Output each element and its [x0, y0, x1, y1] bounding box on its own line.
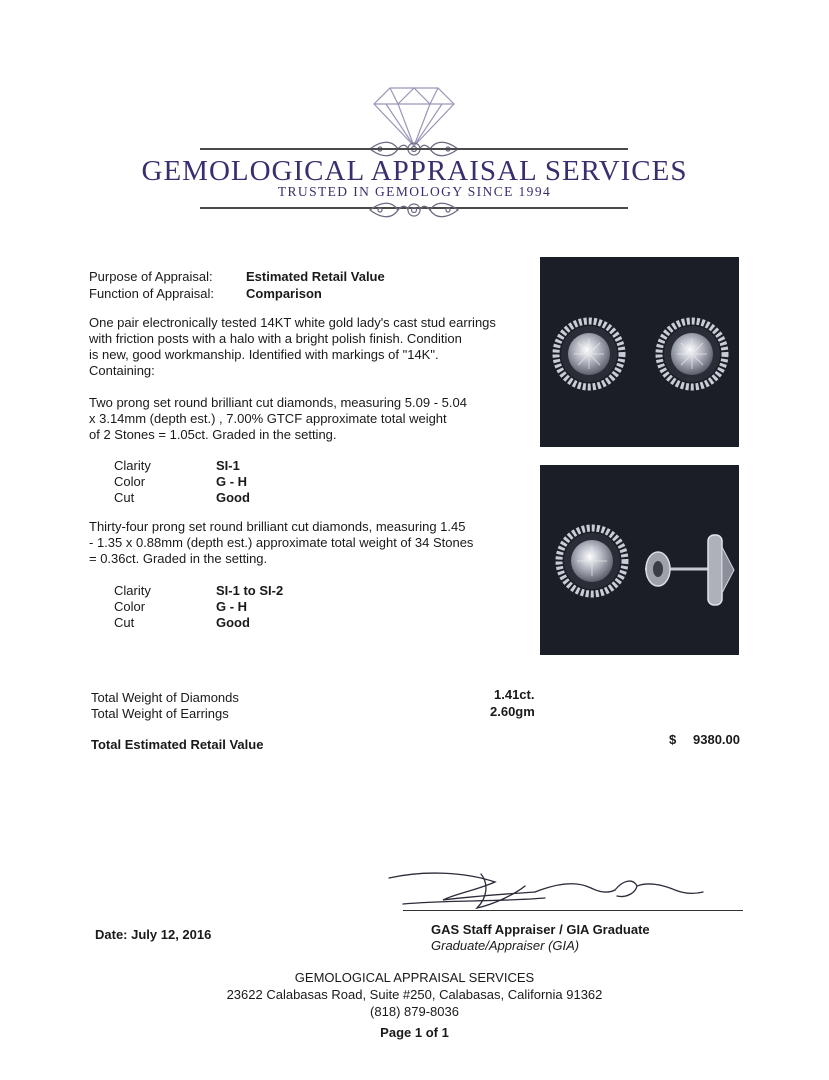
- earrings-pair-image: [540, 257, 739, 447]
- grade-value: G - H: [216, 599, 248, 614]
- appraiser-title: GAS Staff Appraiser / GIA Graduate: [431, 922, 650, 937]
- purpose-label: Purpose of Appraisal:: [89, 269, 213, 284]
- grade-row-clarity: [114, 583, 334, 599]
- appraiser-signature-icon: [385, 864, 745, 916]
- halo-stones-line: - 1.35 x 0.88mm (depth est.) approximate total weight of 34 Stones: [89, 535, 474, 550]
- appraiser-credentials: Graduate/Appraiser (GIA): [431, 938, 580, 953]
- halo-stones-grades: [114, 583, 334, 631]
- grade-label: Cut: [114, 490, 135, 505]
- total-earrings-value: 2.60gm: [490, 704, 535, 719]
- description-line: One pair electronically tested 14KT white gold lady's cast stud earrings: [89, 315, 496, 330]
- footer-phone: (818) 879-8036: [370, 1004, 459, 1019]
- function-label: Function of Appraisal:: [89, 286, 215, 301]
- grade-label: Clarity: [114, 458, 151, 473]
- currency-symbol: $: [669, 732, 677, 747]
- center-stones-grades: [114, 458, 314, 506]
- earrings-front-photo: [540, 257, 739, 447]
- earrings-side-photo: [540, 465, 739, 655]
- center-stones-line: x 3.14mm (depth est.) , 7.00% GTCF approximate total weight: [89, 411, 447, 426]
- earrings-side-image: [540, 465, 739, 655]
- total-earrings-label: Total Weight of Earrings: [91, 706, 229, 721]
- center-stones-line: Two prong set round brilliant cut diamonds, measuring 5.09 - 5.04: [89, 395, 467, 410]
- grade-row-clarity: [114, 458, 314, 474]
- description-line: Containing:: [89, 363, 155, 378]
- grade-value: G - H: [216, 474, 248, 489]
- center-stones-description: [89, 395, 529, 443]
- description-line: is new, good workmanship. Identified with markings of "14K".: [89, 347, 439, 362]
- grade-label: Clarity: [114, 583, 151, 598]
- total-diamonds-value: 1.41ct.: [494, 687, 535, 702]
- item-description: [89, 315, 529, 379]
- halo-stones-description: [89, 519, 529, 567]
- company-name: GEMOLOGICAL APPRAISAL SERVICES: [141, 155, 688, 187]
- total-retail-value: 9380.00: [693, 732, 740, 747]
- grade-row-color: [114, 599, 334, 615]
- grade-label: Color: [114, 474, 146, 489]
- grade-value: SI-1 to SI-2: [216, 583, 284, 598]
- grade-row-cut: [114, 490, 314, 506]
- flourish-bottom-icon: [368, 199, 460, 221]
- signature-line: [403, 910, 743, 911]
- grade-row-cut: [114, 615, 334, 631]
- total-retail-label: Total Estimated Retail Value: [91, 737, 264, 752]
- description-line: with friction posts with a halo with a bright polish finish. Condition: [89, 331, 462, 346]
- grade-value: Good: [216, 615, 250, 630]
- total-diamonds-label: Total Weight of Diamonds: [91, 690, 239, 705]
- company-tagline: TRUSTED IN GEMOLOGY SINCE 1994: [277, 184, 552, 199]
- purpose-value: Estimated Retail Value: [246, 269, 385, 284]
- grade-label: Color: [114, 599, 146, 614]
- halo-stones-line: Thirty-four prong set round brilliant cut diamonds, measuring 1.45: [89, 519, 466, 534]
- footer-address: 23622 Calabasas Road, Suite #250, Calabasas, California 91362: [226, 987, 603, 1002]
- grade-row-color: [114, 474, 314, 490]
- grade-label: Cut: [114, 615, 135, 630]
- appraisal-date: Date: July 12, 2016: [95, 927, 212, 942]
- letterhead-rule-top: [200, 148, 628, 150]
- function-value: Comparison: [246, 286, 322, 301]
- grade-value: Good: [216, 490, 250, 505]
- center-stones-line: of 2 Stones = 1.05ct. Graded in the setting.: [89, 427, 337, 442]
- grade-value: SI-1: [216, 458, 240, 473]
- page-number: Page 1 of 1: [380, 1025, 449, 1040]
- halo-stones-line: = 0.36ct. Graded in the setting.: [89, 551, 268, 566]
- footer-company: GEMOLOGICAL APPRAISAL SERVICES: [294, 970, 535, 985]
